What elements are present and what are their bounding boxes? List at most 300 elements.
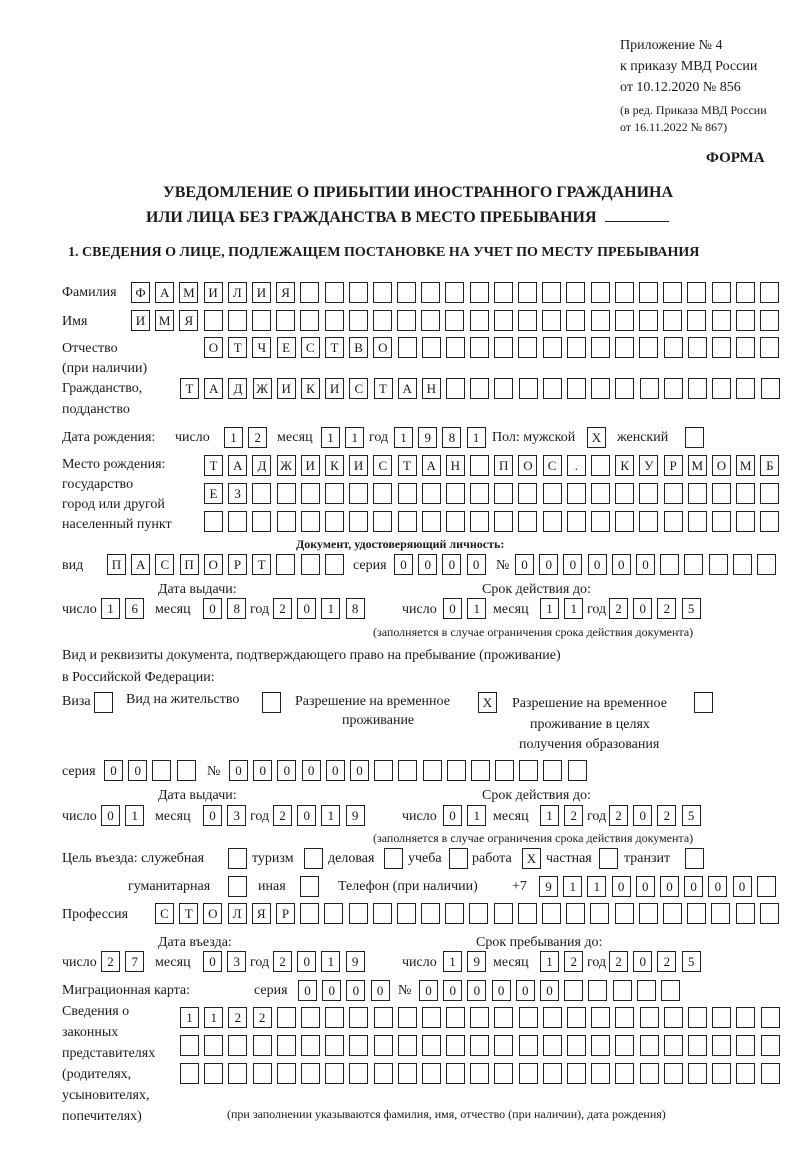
char-cell[interactable] <box>736 310 755 331</box>
char-cell[interactable] <box>277 1063 296 1084</box>
char-cell[interactable] <box>566 903 585 924</box>
char-cell[interactable] <box>712 1063 731 1084</box>
char-cell[interactable]: 0 <box>128 760 147 781</box>
char-cell[interactable]: 1 <box>540 598 559 619</box>
char-cell[interactable] <box>760 483 779 504</box>
char-cell[interactable] <box>542 282 561 303</box>
purpose-tourism-checkbox[interactable] <box>304 848 328 869</box>
char-cell[interactable]: С <box>155 903 174 924</box>
right-valid-year-field[interactable] <box>609 805 706 826</box>
char-cell[interactable] <box>688 511 707 532</box>
temp-residence-checkbox[interactable] <box>478 692 502 713</box>
char-cell[interactable] <box>373 310 392 331</box>
char-cell[interactable] <box>567 1063 586 1084</box>
char-cell[interactable]: 0 <box>563 554 582 575</box>
char-cell[interactable] <box>277 1007 296 1028</box>
char-cell[interactable] <box>495 760 514 781</box>
char-cell[interactable]: 0 <box>443 805 462 826</box>
char-cell[interactable] <box>374 1063 393 1084</box>
char-cell[interactable] <box>470 337 489 358</box>
char-cell[interactable]: 1 <box>587 876 606 897</box>
visa-checkbox[interactable] <box>94 692 118 713</box>
char-cell[interactable]: 2 <box>657 951 676 972</box>
char-cell[interactable] <box>470 511 489 532</box>
char-cell[interactable]: 2 <box>609 951 628 972</box>
char-cell[interactable] <box>567 1035 586 1056</box>
char-cell[interactable] <box>543 1035 562 1056</box>
char-cell[interactable]: О <box>203 903 222 924</box>
char-cell[interactable]: Р <box>276 903 295 924</box>
char-cell[interactable]: Я <box>179 310 198 331</box>
char-cell[interactable] <box>639 511 658 532</box>
edu-residence-checkbox[interactable] <box>694 692 718 713</box>
char-cell[interactable]: О <box>518 455 537 476</box>
char-cell[interactable] <box>421 310 440 331</box>
char-cell[interactable]: Т <box>398 455 417 476</box>
char-cell[interactable] <box>712 310 731 331</box>
char-cell[interactable]: М <box>688 455 707 476</box>
char-cell[interactable] <box>398 1007 417 1028</box>
char-cell[interactable] <box>325 1063 344 1084</box>
char-cell[interactable] <box>757 554 776 575</box>
char-cell[interactable]: Я <box>276 282 295 303</box>
char-cell[interactable] <box>518 483 537 504</box>
char-cell[interactable] <box>421 903 440 924</box>
right-series-field[interactable] <box>104 760 201 781</box>
char-cell[interactable] <box>591 310 610 331</box>
char-cell[interactable]: 0 <box>346 980 365 1001</box>
char-cell[interactable] <box>615 282 634 303</box>
char-cell[interactable]: 0 <box>612 554 631 575</box>
char-cell[interactable] <box>712 1007 731 1028</box>
char-cell[interactable] <box>349 282 368 303</box>
char-cell[interactable] <box>712 337 731 358</box>
char-cell[interactable] <box>567 511 586 532</box>
char-cell[interactable] <box>688 483 707 504</box>
char-cell[interactable]: 0 <box>636 876 655 897</box>
entry-day-field[interactable] <box>101 951 149 972</box>
char-cell[interactable]: 3 <box>227 805 246 826</box>
char-cell[interactable] <box>494 337 513 358</box>
char-cell[interactable]: 5 <box>682 951 701 972</box>
char-cell[interactable] <box>591 378 610 399</box>
char-cell[interactable] <box>349 1063 368 1084</box>
char-cell[interactable]: С <box>155 554 174 575</box>
char-cell[interactable] <box>180 1035 199 1056</box>
char-cell[interactable] <box>518 282 537 303</box>
char-cell[interactable]: 0 <box>326 760 345 781</box>
char-cell[interactable] <box>736 378 755 399</box>
char-cell[interactable] <box>736 337 755 358</box>
char-cell[interactable]: 8 <box>442 427 461 448</box>
birth-month-field[interactable] <box>321 427 369 448</box>
char-cell[interactable]: 2 <box>564 951 583 972</box>
char-cell[interactable] <box>518 310 537 331</box>
char-cell[interactable] <box>276 310 295 331</box>
char-cell[interactable] <box>712 483 731 504</box>
char-cell[interactable] <box>228 511 247 532</box>
char-cell[interactable]: 0 <box>229 760 248 781</box>
char-cell[interactable] <box>639 337 658 358</box>
char-cell[interactable]: 0 <box>322 980 341 1001</box>
char-cell[interactable]: А <box>398 378 417 399</box>
checkbox-cell[interactable] <box>304 848 323 869</box>
char-cell[interactable] <box>760 511 779 532</box>
char-cell[interactable]: Я <box>252 903 271 924</box>
char-cell[interactable]: 0 <box>419 980 438 1001</box>
checkbox-cell[interactable]: X <box>478 692 497 713</box>
char-cell[interactable] <box>709 554 728 575</box>
char-cell[interactable]: 0 <box>297 951 316 972</box>
char-cell[interactable] <box>373 483 392 504</box>
char-cell[interactable] <box>494 903 513 924</box>
char-cell[interactable]: Т <box>228 337 247 358</box>
char-cell[interactable] <box>663 310 682 331</box>
profession-field[interactable] <box>155 903 784 924</box>
char-cell[interactable] <box>687 903 706 924</box>
char-cell[interactable] <box>397 903 416 924</box>
char-cell[interactable]: Б <box>760 455 779 476</box>
char-cell[interactable]: О <box>373 337 392 358</box>
char-cell[interactable] <box>446 511 465 532</box>
char-cell[interactable]: 0 <box>297 598 316 619</box>
char-cell[interactable] <box>204 511 223 532</box>
char-cell[interactable] <box>564 980 583 1001</box>
char-cell[interactable] <box>301 1007 320 1028</box>
char-cell[interactable]: 0 <box>492 980 511 1001</box>
char-cell[interactable]: 0 <box>708 876 727 897</box>
checkbox-cell[interactable] <box>694 692 713 713</box>
right-valid-month-field[interactable] <box>540 805 588 826</box>
char-cell[interactable]: 2 <box>609 805 628 826</box>
checkbox-cell[interactable] <box>94 692 113 713</box>
char-cell[interactable] <box>757 876 776 897</box>
char-cell[interactable]: 0 <box>539 554 558 575</box>
char-cell[interactable] <box>252 310 271 331</box>
char-cell[interactable]: 7 <box>125 951 144 972</box>
char-cell[interactable]: К <box>615 455 634 476</box>
char-cell[interactable] <box>301 554 320 575</box>
char-cell[interactable] <box>301 511 320 532</box>
char-cell[interactable] <box>684 554 703 575</box>
char-cell[interactable] <box>615 483 634 504</box>
char-cell[interactable] <box>494 511 513 532</box>
char-cell[interactable] <box>421 282 440 303</box>
char-cell[interactable] <box>591 455 610 476</box>
char-cell[interactable] <box>566 282 585 303</box>
char-cell[interactable] <box>349 310 368 331</box>
char-cell[interactable] <box>446 378 465 399</box>
char-cell[interactable] <box>397 282 416 303</box>
char-cell[interactable] <box>325 282 344 303</box>
char-cell[interactable] <box>591 483 610 504</box>
char-cell[interactable] <box>543 1007 562 1028</box>
mc-series-field[interactable] <box>298 980 395 1001</box>
right-issue-day-field[interactable] <box>101 805 149 826</box>
citizenship-field[interactable] <box>180 378 785 399</box>
char-cell[interactable]: О <box>712 455 731 476</box>
char-cell[interactable] <box>687 310 706 331</box>
char-cell[interactable] <box>567 1007 586 1028</box>
char-cell[interactable]: 0 <box>203 951 222 972</box>
char-cell[interactable] <box>688 1063 707 1084</box>
purpose-humanitarian-checkbox[interactable] <box>228 876 252 897</box>
char-cell[interactable]: . <box>567 455 586 476</box>
char-cell[interactable] <box>566 310 585 331</box>
char-cell[interactable] <box>733 554 752 575</box>
char-cell[interactable] <box>446 337 465 358</box>
char-cell[interactable] <box>470 483 489 504</box>
stay-month-field[interactable] <box>540 951 588 972</box>
char-cell[interactable] <box>615 1063 634 1084</box>
char-cell[interactable] <box>688 378 707 399</box>
char-cell[interactable]: 0 <box>298 980 317 1001</box>
char-cell[interactable] <box>470 1063 489 1084</box>
char-cell[interactable] <box>494 310 513 331</box>
char-cell[interactable]: 9 <box>346 805 365 826</box>
char-cell[interactable]: Н <box>446 455 465 476</box>
char-cell[interactable]: 1 <box>125 805 144 826</box>
char-cell[interactable] <box>519 1007 538 1028</box>
char-cell[interactable]: Т <box>204 455 223 476</box>
char-cell[interactable]: 1 <box>467 427 486 448</box>
char-cell[interactable]: 6 <box>125 598 144 619</box>
char-cell[interactable] <box>204 310 223 331</box>
char-cell[interactable]: 8 <box>346 598 365 619</box>
char-cell[interactable]: 1 <box>564 598 583 619</box>
char-cell[interactable]: 8 <box>227 598 246 619</box>
char-cell[interactable]: 0 <box>633 951 652 972</box>
right-number-field[interactable] <box>229 760 592 781</box>
char-cell[interactable] <box>664 511 683 532</box>
char-cell[interactable] <box>152 760 171 781</box>
char-cell[interactable] <box>228 310 247 331</box>
char-cell[interactable]: 1 <box>467 805 486 826</box>
char-cell[interactable]: С <box>349 378 368 399</box>
male-checkbox[interactable] <box>587 427 611 448</box>
char-cell[interactable]: С <box>301 337 320 358</box>
char-cell[interactable]: И <box>277 378 296 399</box>
char-cell[interactable]: 0 <box>588 554 607 575</box>
char-cell[interactable]: 0 <box>371 980 390 1001</box>
char-cell[interactable] <box>398 1035 417 1056</box>
char-cell[interactable] <box>761 1007 780 1028</box>
char-cell[interactable] <box>543 378 562 399</box>
char-cell[interactable] <box>615 337 634 358</box>
char-cell[interactable]: П <box>494 455 513 476</box>
checkbox-cell[interactable] <box>384 848 403 869</box>
birthplace-row1-field[interactable] <box>204 455 785 476</box>
char-cell[interactable] <box>664 1007 683 1028</box>
char-cell[interactable] <box>349 1035 368 1056</box>
char-cell[interactable] <box>422 1063 441 1084</box>
char-cell[interactable] <box>664 1063 683 1084</box>
char-cell[interactable] <box>712 378 731 399</box>
char-cell[interactable] <box>446 483 465 504</box>
char-cell[interactable] <box>639 903 658 924</box>
char-cell[interactable]: 1 <box>540 951 559 972</box>
char-cell[interactable] <box>494 378 513 399</box>
char-cell[interactable]: О <box>204 337 223 358</box>
char-cell[interactable] <box>276 554 295 575</box>
char-cell[interactable] <box>615 903 634 924</box>
doc-kind-field[interactable] <box>107 554 349 575</box>
char-cell[interactable]: 0 <box>733 876 752 897</box>
doc-issue-day-field[interactable] <box>101 598 149 619</box>
birthplace-row3-field[interactable] <box>204 511 785 532</box>
char-cell[interactable]: И <box>349 455 368 476</box>
char-cell[interactable] <box>568 760 587 781</box>
char-cell[interactable]: У <box>639 455 658 476</box>
rep-row3-field[interactable] <box>180 1063 785 1084</box>
stay-day-field[interactable] <box>443 951 491 972</box>
char-cell[interactable]: 0 <box>516 980 535 1001</box>
char-cell[interactable] <box>470 282 489 303</box>
char-cell[interactable] <box>180 1063 199 1084</box>
char-cell[interactable] <box>736 483 755 504</box>
char-cell[interactable]: М <box>736 455 755 476</box>
char-cell[interactable]: Т <box>180 378 199 399</box>
char-cell[interactable] <box>494 483 513 504</box>
char-cell[interactable]: Ж <box>277 455 296 476</box>
char-cell[interactable] <box>445 903 464 924</box>
char-cell[interactable] <box>470 455 489 476</box>
char-cell[interactable] <box>760 282 779 303</box>
char-cell[interactable]: 0 <box>101 805 120 826</box>
char-cell[interactable] <box>277 1035 296 1056</box>
char-cell[interactable] <box>253 1035 272 1056</box>
char-cell[interactable] <box>325 511 344 532</box>
char-cell[interactable] <box>445 310 464 331</box>
char-cell[interactable] <box>640 1007 659 1028</box>
char-cell[interactable]: А <box>204 378 223 399</box>
doc-valid-year-field[interactable] <box>609 598 706 619</box>
char-cell[interactable]: 0 <box>515 554 534 575</box>
char-cell[interactable] <box>447 760 466 781</box>
char-cell[interactable] <box>542 310 561 331</box>
entry-month-field[interactable] <box>203 951 251 972</box>
char-cell[interactable] <box>591 1007 610 1028</box>
char-cell[interactable]: 3 <box>227 951 246 972</box>
char-cell[interactable]: 1 <box>180 1007 199 1028</box>
char-cell[interactable] <box>591 337 610 358</box>
char-cell[interactable]: Е <box>277 337 296 358</box>
char-cell[interactable]: 1 <box>345 427 364 448</box>
name-field[interactable] <box>131 310 784 331</box>
patronymic-field[interactable] <box>204 337 785 358</box>
char-cell[interactable]: Т <box>374 378 393 399</box>
char-cell[interactable] <box>397 310 416 331</box>
char-cell[interactable]: 0 <box>660 876 679 897</box>
char-cell[interactable]: 0 <box>443 598 462 619</box>
char-cell[interactable] <box>591 1035 610 1056</box>
char-cell[interactable]: 0 <box>277 760 296 781</box>
char-cell[interactable]: Т <box>179 903 198 924</box>
char-cell[interactable]: 0 <box>203 598 222 619</box>
char-cell[interactable] <box>664 483 683 504</box>
char-cell[interactable]: 9 <box>346 951 365 972</box>
purpose-private-checkbox[interactable] <box>599 848 623 869</box>
char-cell[interactable] <box>469 903 488 924</box>
char-cell[interactable]: И <box>252 282 271 303</box>
right-valid-day-field[interactable] <box>443 805 491 826</box>
purpose-work-checkbox[interactable] <box>522 848 546 869</box>
checkbox-cell[interactable] <box>228 876 247 897</box>
purpose-service-checkbox[interactable] <box>228 848 252 869</box>
char-cell[interactable]: 0 <box>636 554 655 575</box>
char-cell[interactable]: 0 <box>418 554 437 575</box>
checkbox-cell[interactable] <box>262 692 281 713</box>
char-cell[interactable]: 2 <box>273 598 292 619</box>
char-cell[interactable] <box>712 282 731 303</box>
char-cell[interactable]: 2 <box>248 427 267 448</box>
purpose-other-checkbox[interactable] <box>300 876 324 897</box>
checkbox-cell[interactable] <box>685 427 704 448</box>
char-cell[interactable]: А <box>155 282 174 303</box>
char-cell[interactable]: С <box>543 455 562 476</box>
char-cell[interactable] <box>228 1035 247 1056</box>
char-cell[interactable] <box>519 1035 538 1056</box>
char-cell[interactable]: 2 <box>273 805 292 826</box>
char-cell[interactable] <box>177 760 196 781</box>
char-cell[interactable] <box>591 511 610 532</box>
char-cell[interactable]: И <box>131 310 150 331</box>
char-cell[interactable] <box>398 337 417 358</box>
char-cell[interactable]: 0 <box>633 598 652 619</box>
char-cell[interactable] <box>519 378 538 399</box>
char-cell[interactable]: Р <box>664 455 683 476</box>
char-cell[interactable] <box>736 1063 755 1084</box>
char-cell[interactable] <box>446 1007 465 1028</box>
char-cell[interactable] <box>760 337 779 358</box>
female-checkbox[interactable] <box>685 427 709 448</box>
char-cell[interactable]: П <box>180 554 199 575</box>
char-cell[interactable] <box>374 1035 393 1056</box>
char-cell[interactable]: Д <box>252 455 271 476</box>
char-cell[interactable]: 0 <box>253 760 272 781</box>
char-cell[interactable]: Д <box>228 378 247 399</box>
char-cell[interactable] <box>470 378 489 399</box>
char-cell[interactable] <box>349 483 368 504</box>
entry-year-field[interactable] <box>273 951 370 972</box>
char-cell[interactable] <box>591 1063 610 1084</box>
char-cell[interactable]: М <box>179 282 198 303</box>
char-cell[interactable]: 1 <box>321 598 340 619</box>
char-cell[interactable] <box>277 511 296 532</box>
char-cell[interactable] <box>639 282 658 303</box>
char-cell[interactable]: Ф <box>131 282 150 303</box>
char-cell[interactable] <box>470 1035 489 1056</box>
char-cell[interactable] <box>204 1063 223 1084</box>
char-cell[interactable]: К <box>301 378 320 399</box>
char-cell[interactable] <box>373 903 392 924</box>
char-cell[interactable] <box>301 1063 320 1084</box>
char-cell[interactable] <box>736 511 755 532</box>
char-cell[interactable] <box>760 903 779 924</box>
char-cell[interactable] <box>588 980 607 1001</box>
char-cell[interactable] <box>712 1035 731 1056</box>
char-cell[interactable]: 0 <box>350 760 369 781</box>
char-cell[interactable] <box>252 511 271 532</box>
char-cell[interactable] <box>543 760 562 781</box>
doc-valid-month-field[interactable] <box>540 598 588 619</box>
char-cell[interactable] <box>325 1035 344 1056</box>
char-cell[interactable] <box>615 378 634 399</box>
char-cell[interactable]: К <box>325 455 344 476</box>
doc-issue-year-field[interactable] <box>273 598 370 619</box>
char-cell[interactable]: 1 <box>540 805 559 826</box>
char-cell[interactable] <box>615 1035 634 1056</box>
